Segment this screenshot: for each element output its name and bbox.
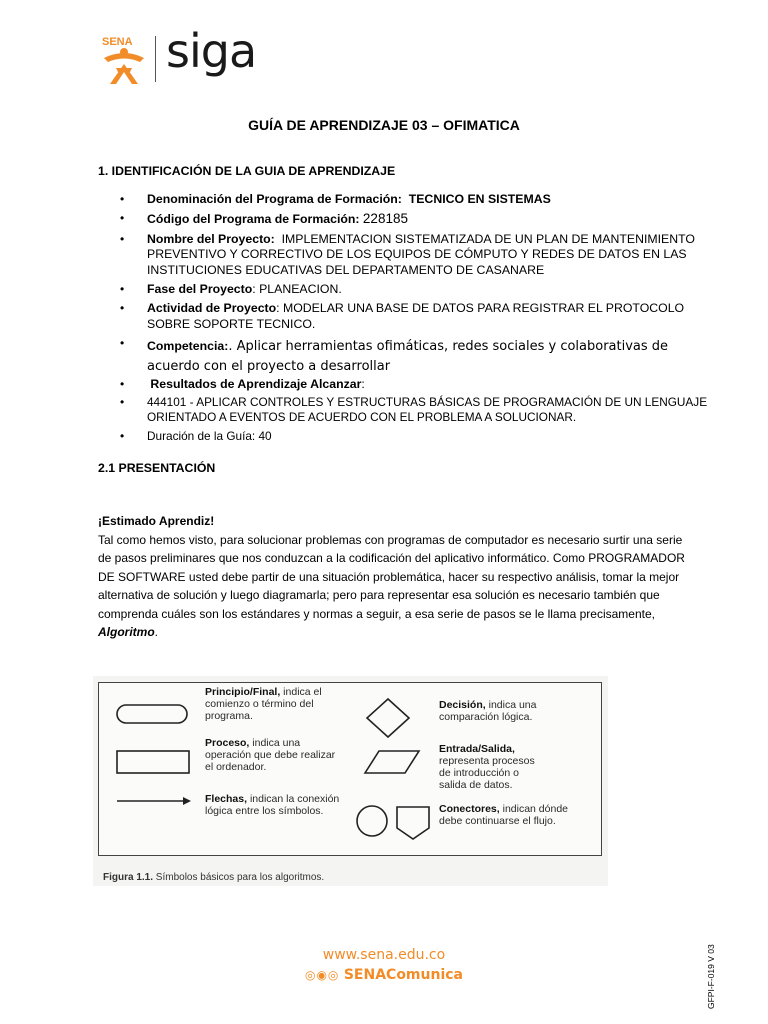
competencia-value: . Aplicar herramientas ofimáticas, redes sociales y colaborativas de acuerdo con el proyecto a desarrollar <box>147 339 669 375</box>
siga-logo: siga <box>166 24 257 78</box>
principio-title: Principio/Final, <box>205 686 281 698</box>
process-symbol <box>117 751 189 773</box>
list-item: • Código del Programa de Formación: 228185 <box>120 211 408 227</box>
proceso-desc: indica una operación que debe realizar el ordenador. <box>205 737 336 773</box>
document-title: GUÍA DE APRENDIZAJE 03 – OFIMATICA <box>248 117 520 133</box>
connector-symbol <box>357 806 387 836</box>
conectores-title: Conectores, <box>439 803 500 815</box>
list-item: • Denominación del Programa de Formación: TECNICO EN SISTEMAS <box>120 192 551 206</box>
sena-logo <box>96 34 154 91</box>
entrada-title: Entrada/Salida, <box>439 743 515 755</box>
codigo-value: 228185 <box>362 211 408 227</box>
actividad-label: Actividad de Proyecto <box>147 301 277 316</box>
figure-box <box>98 682 602 856</box>
proceso-title: Proceso, <box>205 737 250 749</box>
presentation-text <box>98 512 698 642</box>
footer-url: www.sena.edu.co <box>322 947 446 963</box>
conectores-desc: indican dónde debe continuarse el flujo. <box>439 803 568 827</box>
fase-value: : PLANEACION. <box>252 282 342 297</box>
programa-value: TECNICO EN SISTEMAS <box>408 192 551 206</box>
actividad-value: : MODELAR UNA BASE DE DATOS PARA REGISTRAR EL PROTOCOLO SOBRE SOPORTE TECNICO. <box>147 301 685 331</box>
proceso-description <box>205 737 345 773</box>
document-code <box>700 925 720 1010</box>
principio-desc: indica el comienzo o término del programa. <box>205 686 322 722</box>
principio-description <box>205 686 345 722</box>
list-item: • Resultados de Aprendizaje Alcanzar: <box>120 377 365 392</box>
logo-divider <box>155 36 156 82</box>
entrada-description <box>439 743 549 791</box>
decision-description <box>439 699 579 723</box>
conectores-description <box>439 803 579 827</box>
section-2-heading: 2.1 PRESENTACIÓN <box>98 461 216 475</box>
offpage-connector-symbol <box>397 807 429 839</box>
duracion: Duración de la Guía: 40 <box>147 429 272 444</box>
presentation-end: . <box>154 625 159 639</box>
list-item: • Competencia:. Aplicar herramientas ofimáticas, redes sociales y colaborativas de acuerdo con el proyecto a desarrollar <box>120 336 669 375</box>
identification-list <box>120 192 710 449</box>
flechas-desc: indican la conexión lógica entre los símbolos. <box>205 793 340 817</box>
social-icons: ◎◉◎ <box>304 968 340 982</box>
terminal-symbol <box>117 705 187 723</box>
competencia-label: Competencia: <box>147 339 229 354</box>
footer-social <box>0 967 768 983</box>
greeting: ¡Estimado Aprendiz! <box>98 514 215 528</box>
caption-text: Símbolos básicos para los algoritmos. <box>153 872 325 883</box>
codigo-label: Código del Programa de Formación: <box>147 212 360 227</box>
sena-logo-text: SENA <box>102 36 133 48</box>
io-symbol <box>365 751 419 773</box>
resultado-1: 444101 - APLICAR CONTROLES Y ESTRUCTURAS BÁSICAS DE PROGRAMACIÓN DE UN LENGUAJE ORIENTADO A EVENTOS DE ACUERDO CON EL PROBLEMA A SOLUCIONAR. <box>147 394 708 425</box>
decision-symbol <box>367 699 409 737</box>
programa-label: Denominación del Programa de Formación: <box>147 192 402 206</box>
proyecto-label: Nombre del Proyecto: <box>147 231 275 246</box>
flechas-description <box>205 793 345 817</box>
list-item: • Actividad de Proyecto: MODELAR UNA BASE DE DATOS PARA REGISTRAR EL PROTOCOLO SOBRE SOPORTE TECNICO. <box>120 301 685 331</box>
caption-label: Figura 1.1. <box>103 872 154 883</box>
list-item: • Duración de la Guía: 40 <box>120 429 272 444</box>
decision-title: Decisión, <box>439 699 486 711</box>
decision-desc: indica una comparación lógica. <box>439 699 537 723</box>
document-code-text: GFPI-F-019 V 03 <box>706 944 716 1009</box>
resultados-label: Resultados de Aprendizaje Alcanzar <box>150 377 362 392</box>
proyecto-value: IMPLEMENTACION SISTEMATIZADA DE UN PLAN DE MANTENIMIENTO PREVENTIVO Y CORRECTIVO DE LOS EQUIPOS DE CÓMPUTO Y REDES DE DATOS EN LAS INSTITUCIONES EDUCATIVAS DEL DEPARTAMENTO DE CASANARE <box>147 231 695 277</box>
resultados-colon: : <box>361 377 365 392</box>
entrada-desc: representa procesos de introducción o salida de datos. <box>439 755 535 791</box>
flechas-title: Flechas, <box>205 793 248 805</box>
section-1-heading: 1. IDENTIFICACIÓN DE LA GUIA DE APRENDIZAJE <box>98 164 396 178</box>
list-item: • Fase del Proyecto: PLANEACION. <box>120 282 342 297</box>
presentation-body: Tal como hemos visto, para solucionar problemas con programas de computador es necesario surtir una serie de pasos preliminares que nos conduzcan a la codificación del aplicativo informático. Como PROGRAMADOR DE SOFTWARE usted debe partir de una situación problemática, hacer su respectivo análisis, tomar la mejor alternativa de solución y luego diagramarla; pero para representar esa solución es necesario también que comprenda cuáles son los estándares y normas a seguir, a esa serie de pasos se le llama precisamente, <box>98 532 685 621</box>
algoritmo-term: Algoritmo <box>98 625 155 639</box>
social-handle: SENAComunica <box>343 967 464 983</box>
list-item: • Nombre del Proyecto: IMPLEMENTACION SISTEMATIZADA DE UN PLAN DE MANTENIMIENTO PREVENTIVO Y CORRECTIVO DE LOS EQUIPOS DE CÓMPUTO Y REDES DE DATOS EN LAS INSTITUCIONES EDUCATIVAS DEL DEPARTAMENTO DE CASANARE <box>120 231 695 277</box>
list-item: • 444101 - APLICAR CONTROLES Y ESTRUCTURAS BÁSICAS DE PROGRAMACIÓN DE UN LENGUAJE ORIENTADO A EVENTOS DE ACUERDO CON EL PROBLEMA A SOLUCIONAR. <box>120 394 708 425</box>
figure-caption <box>103 872 324 883</box>
fase-label: Fase del Proyecto <box>147 282 253 297</box>
arrow-head <box>183 797 191 805</box>
